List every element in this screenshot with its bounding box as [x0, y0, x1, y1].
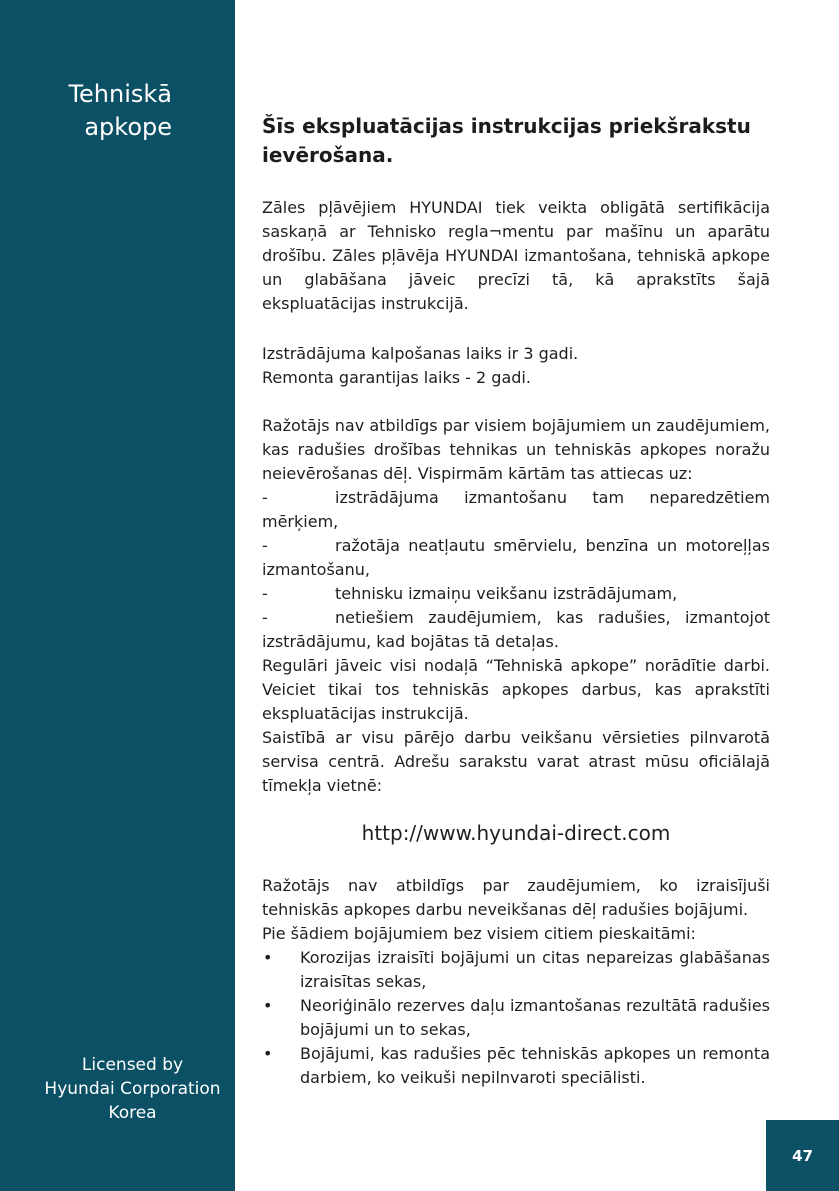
paragraph-maintenance: Regulāri jāveic visi nodaļā “Tehniskā apkope” norādītie darbi. Veiciet tikai tos tehniskās apkopes darbus, kas aprakstīti ekspluatācijas instrukcijā. [262, 656, 770, 723]
section-title-line-2: apkope [84, 113, 172, 141]
bullet-mark: • [263, 1044, 273, 1063]
warranty-text: Remonta garantijas laiks - 2 gadi. [262, 368, 531, 387]
license-line-2: Hyundai Corporation [44, 1079, 221, 1099]
dash-item-text: izstrādājuma izmantošanu tam neparedzētiem mērķiem, [262, 488, 770, 531]
bullet-text: Neoriģinālo rezerves daļu izmantošanas rezultātā radušies bojājumi un to sekas, [300, 996, 770, 1039]
bullet-mark: • [263, 996, 273, 1015]
bullet-item [262, 994, 770, 1042]
dash-mark: - [262, 536, 268, 555]
page-number-text: 47 [792, 1146, 813, 1165]
section-title-line-1: Tehniskā [68, 80, 172, 108]
section-title [0, 78, 172, 144]
paragraph-liability: Ražotājs nav atbildīgs par visiem bojājumiem un zaudējumiem, kas radušies drošības tehnikas un tehniskās apkopes noražu neievērošanas dēļ. Vispirmām kārtām tas attiecas uz: [262, 416, 770, 483]
dash-item [262, 606, 770, 654]
bullet-item [262, 1042, 770, 1090]
intro-block [262, 196, 770, 316]
dash-mark: - [262, 584, 268, 603]
dash-item-text: ražotāja neatļautu smērvielu, benzīna un motoreļļas izmantošanu, [262, 536, 770, 579]
bullet-mark: • [263, 948, 273, 967]
page-heading: Šīs ekspluatācijas instrukcijas priekšrakstu ievērošana. [262, 114, 751, 167]
bullet-item [262, 946, 770, 994]
dash-item [262, 582, 770, 606]
license-line-1: Licensed by [81, 1055, 184, 1075]
license-line-3: Korea [108, 1103, 157, 1123]
dash-item-text: tehnisku izmaiņu veikšanu izstrādājumam, [335, 584, 678, 603]
paragraph-damages: Ražotājs nav atbildīgs par zaudējumiem, ko izraisījuši tehniskās apkopes darbu neveikšanas dēļ radušies bojājumi. [262, 876, 770, 919]
dash-item-text: netiešiem zaudējumiem, kas radušies, izmantojot izstrādājumu, kad bojātas tā detaļas. [262, 608, 770, 651]
page-number [766, 1120, 839, 1191]
website-url[interactable]: http://www.hyundai-direct.com [361, 821, 671, 845]
bullet-text: Bojājumi, kas radušies pēc tehniskās apkopes un remonta darbiem, ko veikuši nepilnvaroti speciālisti. [300, 1044, 770, 1087]
lifetime-block [262, 342, 770, 390]
dash-item [262, 486, 770, 534]
dash-item [262, 534, 770, 582]
license-note [30, 1053, 235, 1125]
paragraph-service: Saistībā ar visu pārējo darbu veikšanu vērsieties pilnvarotā servisa centrā. Adrešu sarakstu varat atrast mūsu oficiālajā tīmekļa vietnē: [262, 728, 770, 795]
paragraph-damages-list-intro: Pie šādiem bojājumiem bez visiem citiem pieskaitāmi: [262, 924, 696, 943]
liability-block [262, 414, 770, 798]
dash-mark: - [262, 488, 268, 507]
paragraph-certification: Zāles pļāvējiem HYUNDAI tiek veikta obligātā sertifikācija saskaņā ar Tehnisko regla¬mentu par mašīnu un aparātu drošību. Zāles pļāvēja HYUNDAI izmantošana, tehniskā apkope un glabāšana jāveic precīzi tā, kā aprakstīts šajā ekspluatācijas instrukcijā. [262, 198, 770, 313]
bullet-text: Korozijas izraisīti bojājumi un citas nepareizas glabāšanas izraisītas sekas, [300, 948, 770, 991]
damages-block [262, 874, 770, 1090]
dash-mark: - [262, 608, 268, 627]
lifetime-text: Izstrādājuma kalpošanas laiks ir 3 gadi. [262, 344, 579, 363]
sidebar [0, 0, 235, 1191]
